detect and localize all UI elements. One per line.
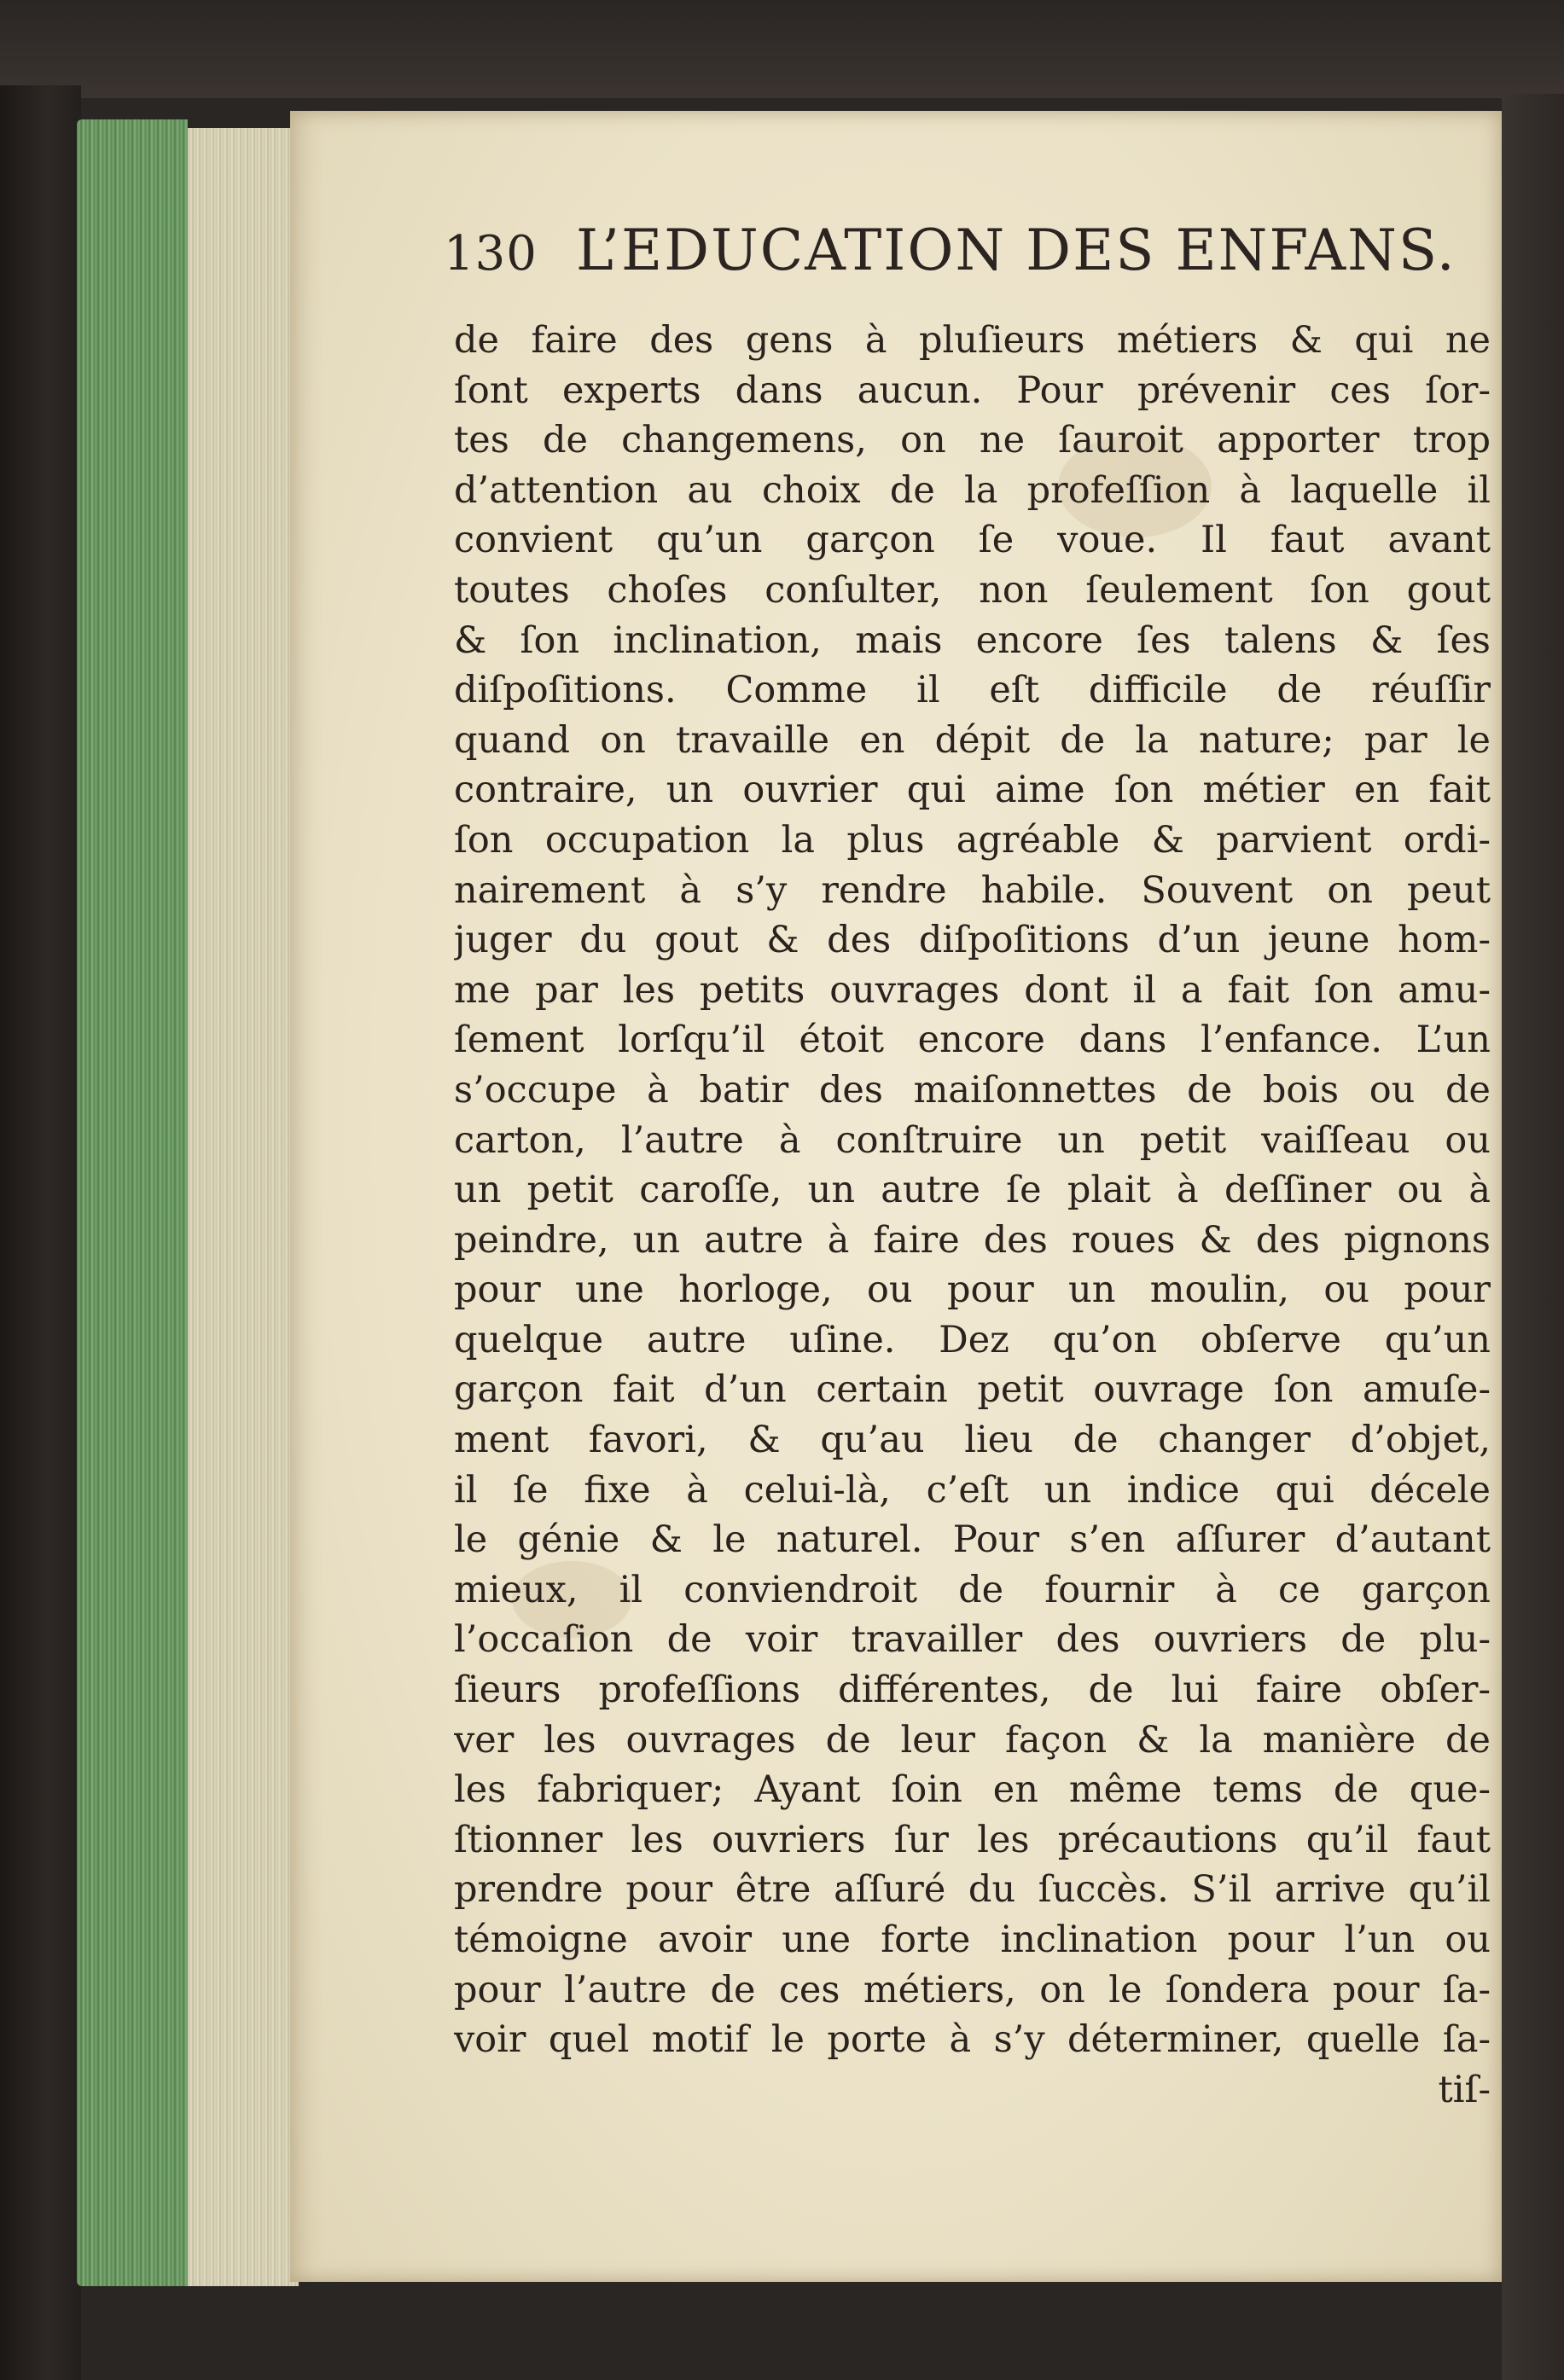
text-line: tes de changemens, on ne ſauroit apporter trop — [454, 419, 1491, 462]
text-line: quand on travaille en dépit de la nature; par le — [454, 718, 1491, 762]
text-line: de faire des gens à pluſieurs métiers & qui ne — [454, 319, 1491, 362]
text-line: ſieurs profeſſions différentes, de lui faire obſer- — [454, 1669, 1491, 1712]
text-line: ſement lorſqu’il étoit encore dans l’enfance. L’un — [454, 1019, 1491, 1062]
text-line: ſon occupation la plus agréable & parvient ordi- — [454, 818, 1491, 862]
page-number: 130 — [444, 226, 538, 282]
text-line: il ſe fixe à celui-là, c’eſt un indice qui décele — [454, 1468, 1491, 1512]
text-line: ſont experts dans aucun. Pour prévenir ces ſor- — [454, 369, 1491, 412]
text-line: juger du gout & des diſpoſitions d’un jeune hom- — [454, 919, 1491, 962]
text-line: l’occaſion de voir travailler des ouvriers de plu- — [454, 1618, 1491, 1662]
text-line: peindre, un autre à faire des roues & des pignons — [454, 1218, 1491, 1262]
text-line: ſtionner les ouvriers ſur les précautions qu’il faut — [454, 1818, 1491, 1861]
text-line: quelque autre uſine. Dez qu’on obſerve qu’un — [454, 1318, 1491, 1361]
cover-right — [1502, 94, 1564, 2380]
text-line: diſpoſitions. Comme il eſt difficile de réuſſir — [454, 669, 1491, 712]
text-line: nairement à s’y rendre habile. Souvent on peut — [454, 868, 1491, 912]
text-line: d’attention au choix de la profeſſion à laquelle il — [454, 468, 1491, 512]
book-page — [290, 111, 1502, 2282]
text-line: le génie & le naturel. Pour s’en aſſurer d’autant — [454, 1518, 1491, 1562]
text-line: prendre pour être aſſuré du ſuccès. S’il arrive qu’il — [454, 1868, 1491, 1912]
text-line: un petit caroſſe, un autre ſe plait à deſſiner ou à — [454, 1169, 1491, 1212]
cover-top — [0, 0, 1564, 98]
text-line: me par les petits ouvrages dont il a fait ſon amu- — [454, 968, 1491, 1012]
text-line: convient qu’un garçon ſe voue. Il faut avant — [454, 519, 1491, 562]
text-line: ver les ouvrages de leur façon & la manière de — [454, 1718, 1491, 1762]
text-line: garçon fait d’un certain petit ouvrage ſon amuſe- — [454, 1368, 1491, 1412]
catchword: tiſ- — [1438, 2068, 1491, 2111]
cover-left — [0, 85, 81, 2380]
text-line: & ſon inclination, mais encore ſes talens & ſes — [454, 618, 1491, 662]
text-line: carton, l’autre à conſtruire un petit vaiſſeau ou — [454, 1118, 1491, 1162]
page-edges-green — [77, 119, 188, 2286]
text-line: pour une horloge, ou pour un moulin, ou pour — [454, 1268, 1491, 1312]
page-edges — [188, 128, 299, 2286]
text-line: témoigne avoir une forte inclination pour l’un ou — [454, 1919, 1491, 1961]
text-line: les fabriquer; Ayant ſoin en même tems de que- — [454, 1768, 1491, 1812]
text-line: voir quel motif le porte à s’y déterminer, quelle ſa- — [454, 2018, 1491, 2062]
running-title: L’EDUCATION DES ENFANS. — [576, 218, 1456, 283]
page-header — [444, 218, 1485, 294]
text-line: toutes choſes conſulter, non ſeulement ſon gout — [454, 568, 1491, 612]
text-line: s’occupe à batir des maiſonnettes de bois ou de — [454, 1068, 1491, 1112]
text-line: ment favori, & qu’au lieu de changer d’objet, — [454, 1419, 1491, 1462]
body-text — [454, 316, 1491, 2115]
text-line: pour l’autre de ces métiers, on le ſondera pour ſa- — [454, 1968, 1491, 2011]
text-line: mieux, il conviendroit de fournir à ce garçon — [454, 1568, 1491, 1611]
text-line: contraire, un ouvrier qui aime ſon métier en fait — [454, 769, 1491, 812]
